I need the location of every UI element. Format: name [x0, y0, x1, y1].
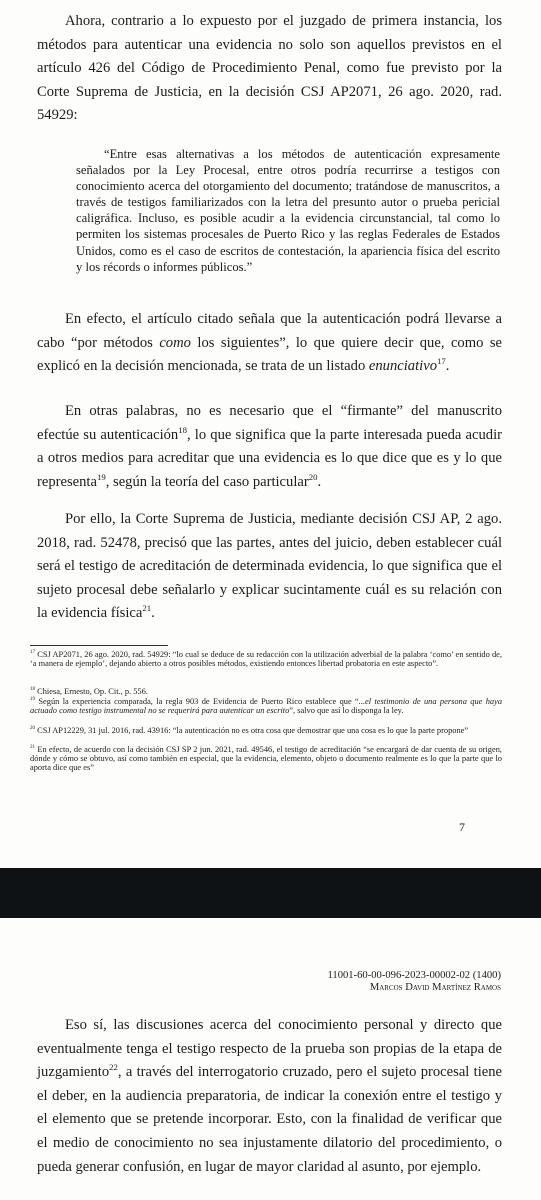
paragraph-authentication-methods: Ahora, contrario a lo expuesto por el juzgado de primera instancia, los métodos para autenticar una evidencia no solo son aquellos previstos en el artículo 426 del Código de Procedimiento Penal, como fue previsto por la Corte Suprema de Justicia, en la decisión CSJ AP2071, 26 ago. 2020, rad. 54929:	[37, 13, 502, 124]
footnote-18: $^{18}$ Chiesa, Ernesto, Op. Cit., p. 556.	[30, 687, 148, 696]
paragraph-enunciative-list: En efecto, el artículo citado señala que la autenticación podrá llevarse a cabo “por métodos como los siguientes”, lo que quiere decir que, como se explicó en la decisión mencionada, se trata de un listado enunciativo$^{17}$.	[37, 311, 502, 375]
paragraph-other-words: En otras palabras, no es necesario que el “firmante” del manuscrito efectúe su autenticación$^{18}$, lo que significa que la parte interesada pueda acudir a otros medios para acreditar que una evidencia es lo que dice que es y lo que representa$^{19}$, según la teoría del caso particular$^{20}$.	[37, 403, 502, 490]
footnote-ref-18[interactable]: 18	[178, 424, 187, 435]
footnote-20: $^{20}$ CSJ AP12229, 31 jul. 2016, rad. 43916: “la autenticación no es otra cosa que demostrar que una cosa es lo que la parte propone”	[30, 726, 469, 735]
footnote-separator	[30, 645, 168, 646]
block-quote: “Entre esas alternativas a los métodos de autenticación expresamente señalados por la Ley Procesal, entre otros podría recurrirse a testigos con conocimiento acerca del otorgamiento del documento; tratándose de manuscritos, a través de testigos familiarizados con la letra del presunto autor o prueba pericial caligráfica. Incluso, es posible acudir a la evidencia circunstancial, tal como lo permiten los sistemas procesales de Puerto Rico y las reglas Federales de Estados Unidos, como es el caso de escritos de contestación, la apariencia física del escrito y los récords o informes públicos.”	[76, 147, 500, 274]
case-number-header: 11001-60-00-096-2023-00002-02 (1400)	[327, 970, 501, 981]
paragraph-personal-knowledge: Eso sí, las discusiones acerca del conocimiento personal y directo que eventualmente tenga el testigo respecto de la prueba son propias de la etapa de juzgamiento$^{22}$, a través del interrogatorio cruzado, pero el sujeto procesal tiene el deber, en la audiencia preparatoria, de indicar la conexión entre el testigo y el elemento que se pretende incorporar. Esto, con la finalidad de verificar que el medio de conocimiento no sea injustamente dilatorio del procedimiento, o pueda generar confusión, en lugar de mayor claridad al asunto, por ejemplo.	[37, 1017, 502, 1175]
footnote-ref-17[interactable]: 17	[437, 356, 446, 367]
page-divider	[0, 868, 541, 918]
footnote-21: $^{21}$ En efecto, de acuerdo con la decisión CSJ SP 2 jun. 2021, rad. 49546, el testigo de acreditación “se encargará de dar cuenta de su origen, dónde y cómo se obtuvo, así como también en especial, que la evidencia, elemento, objeto o documento realmente es lo que la parte que lo aporta dice que es”	[30, 745, 502, 773]
document-page-8	[0, 918, 541, 1200]
footnote-ref-22[interactable]: 22	[109, 1062, 118, 1073]
footnote-19: $^{19}$ Según la experiencia comparada, la regla 903 de Evidencia de Puerto Rico establece que “...el testimonio de una persona que haya actuado como testigo instrumental no se requerirá para autenticar un escrito”, salvo que así lo disponga la ley.	[30, 697, 503, 716]
page-number: 7	[459, 820, 465, 834]
paragraph-supreme-court-decision: Por ello, la Corte Suprema de Justicia, mediante decisión CSJ AP, 2 ago. 2018, rad. 52478, precisó que las partes, antes del juicio, deben establecer cuál será el testigo de acreditación de determinada evidencia, lo que significa que el sujeto procesal debe señalarlo y explicar sucintamente cuál es su relación con la evidencia física$^{21}$.	[37, 511, 502, 622]
author-header: Marcos David Martínez Ramos	[369, 982, 501, 993]
footnote-ref-20[interactable]: 20	[308, 471, 318, 482]
footnote-ref-19[interactable]: 19	[96, 471, 106, 482]
footnote-ref-21[interactable]: 21	[142, 603, 152, 614]
footnote-17: $^{17}$ CSJ AP2071, 26 ago. 2020, rad. 54929: “lo cual se deduce de su redacción con la utilización adverbial de la palabra ‘como’ en sentido de, ‘a manera de ejemplo’, dejando abierto a otros posibles métodos, existiendo entonces libertad probatoria en este aspecto”.	[30, 650, 502, 669]
